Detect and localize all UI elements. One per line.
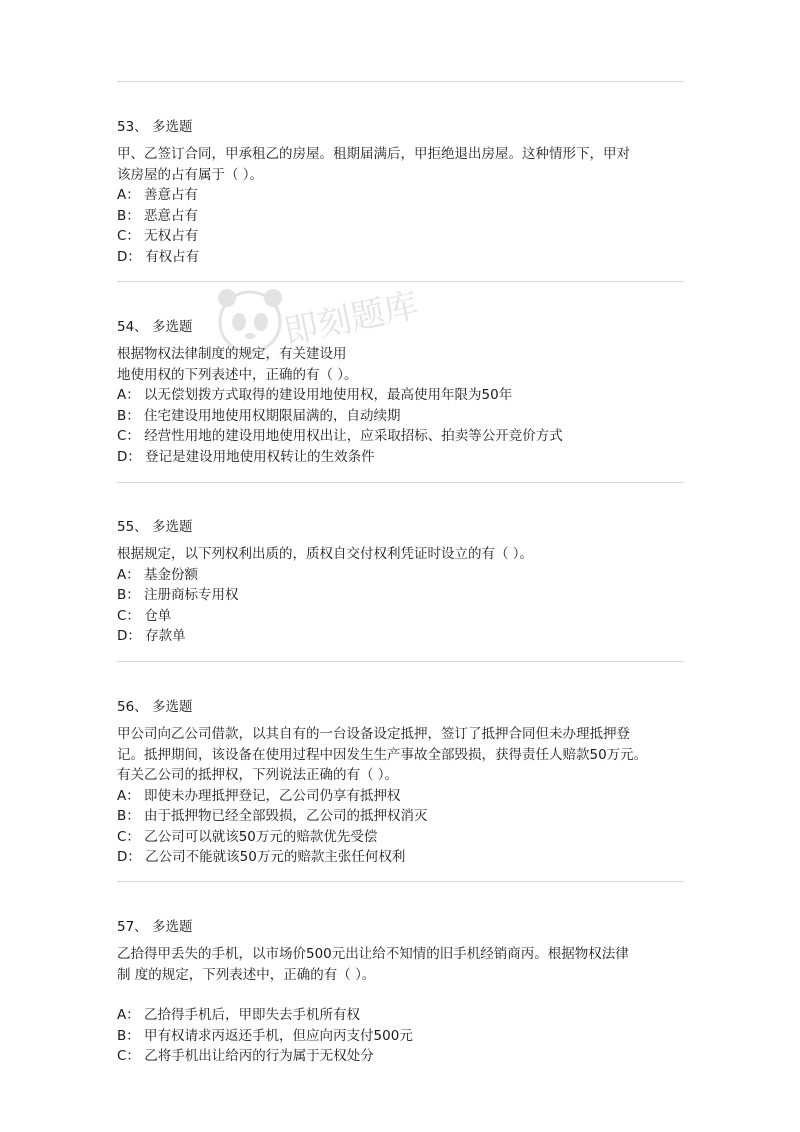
option-d[interactable]: D： 存款单 <box>117 628 186 644</box>
divider-54-55 <box>117 482 684 483</box>
divider-53-54 <box>117 281 684 282</box>
question-stem-line: 记。抵押期间，该设备在使用过程中因发生生产事故全部毁损，获得责任人赔款50万元。 <box>117 746 648 763</box>
question-stem-line: 根据规定，以下列权利出质的，质权自交付权利凭证时设立的有（ ）。 <box>117 546 534 562</box>
option-a[interactable]: A： 基金份额 <box>117 566 199 583</box>
question-header: 56、 多选题 <box>117 699 193 715</box>
question-header: 54、 多选题 <box>117 319 193 335</box>
option-b[interactable]: B： 由于抵押物已经全部毁损，乙公司的抵押权消灭 <box>117 808 428 824</box>
option-b[interactable]: B： 恶意占有 <box>117 207 199 224</box>
option-a[interactable]: A： 乙拾得手机后，甲即失去手机所有权 <box>117 1007 361 1023</box>
question-header: 53、 多选题 <box>117 119 193 135</box>
option-d[interactable]: D： 登记是建设用地使用权转让的生效条件 <box>117 448 375 465</box>
question-57 <box>117 917 692 1067</box>
question-stem-line: 制 度的规定，下列表述中，正确的有（ ）。 <box>117 966 376 983</box>
question-54 <box>117 317 692 467</box>
option-a[interactable]: A： 以无偿划拨方式取得的建设用地使用权，最高使用年限为50年 <box>117 387 513 403</box>
question-stem-line: 该房屋的占有属于（ ）。 <box>117 166 264 183</box>
divider-top <box>117 81 684 82</box>
question-stem-line: 根据物权法律制度的规定，有关建设用 <box>117 346 347 362</box>
option-d[interactable]: D： 乙公司不能就该50万元的赔款主张任何权利 <box>117 849 406 865</box>
option-c[interactable]: C： 乙将手机出让给丙的行为属于无权处分 <box>117 1048 374 1064</box>
option-a[interactable]: A： 善意占有 <box>117 187 199 203</box>
option-d[interactable]: D： 有权占有 <box>117 248 200 265</box>
option-c[interactable]: C： 乙公司可以就该50万元的赔款优先受偿 <box>117 828 378 845</box>
question-56 <box>117 697 692 868</box>
question-stem-line: 地使用权的下列表述中，正确的有（ ）。 <box>117 366 358 383</box>
question-stem-line: 乙拾得甲丢失的手机，以市场价500元出让给不知情的旧手机经销商丙。根据物权法律 <box>117 946 629 962</box>
option-b[interactable]: B： 甲有权请求丙返还手机，但应向丙支付500元 <box>117 1027 413 1044</box>
question-stem-line: 有关乙公司的抵押权，下列说法正确的有（ ）。 <box>117 767 399 783</box>
option-c[interactable]: C： 仓单 <box>117 607 172 624</box>
watermark-text: 即刻题库 <box>280 285 422 353</box>
question-stem-line: 甲公司向乙公司借款，以其自有的一台设备设定抵押，签订了抵押合同但未办理抵押登 <box>117 726 630 742</box>
blank-line <box>117 985 692 1005</box>
question-stem-line: 甲、乙签订合同，甲承租乙的房屋。租期届满后，甲拒绝退出房屋。这种情形下，甲对 <box>117 146 630 162</box>
option-b[interactable]: B： 住宅建设用地使用权期限届满的，自动续期 <box>117 407 401 424</box>
option-a[interactable]: A： 即使未办理抵押登记，乙公司仍享有抵押权 <box>117 787 401 804</box>
question-header: 57、 多选题 <box>117 919 193 935</box>
divider-55-56 <box>117 661 684 662</box>
option-c[interactable]: C： 无权占有 <box>117 228 199 244</box>
option-c[interactable]: C： 经营性用地的建设用地使用权出让，应采取招标、拍卖等公开竞价方式 <box>117 428 563 444</box>
question-55 <box>117 517 692 647</box>
question-53 <box>117 117 692 267</box>
divider-56-57 <box>117 881 684 882</box>
question-header: 55、 多选题 <box>117 519 193 535</box>
option-b[interactable]: B： 注册商标专用权 <box>117 587 239 603</box>
